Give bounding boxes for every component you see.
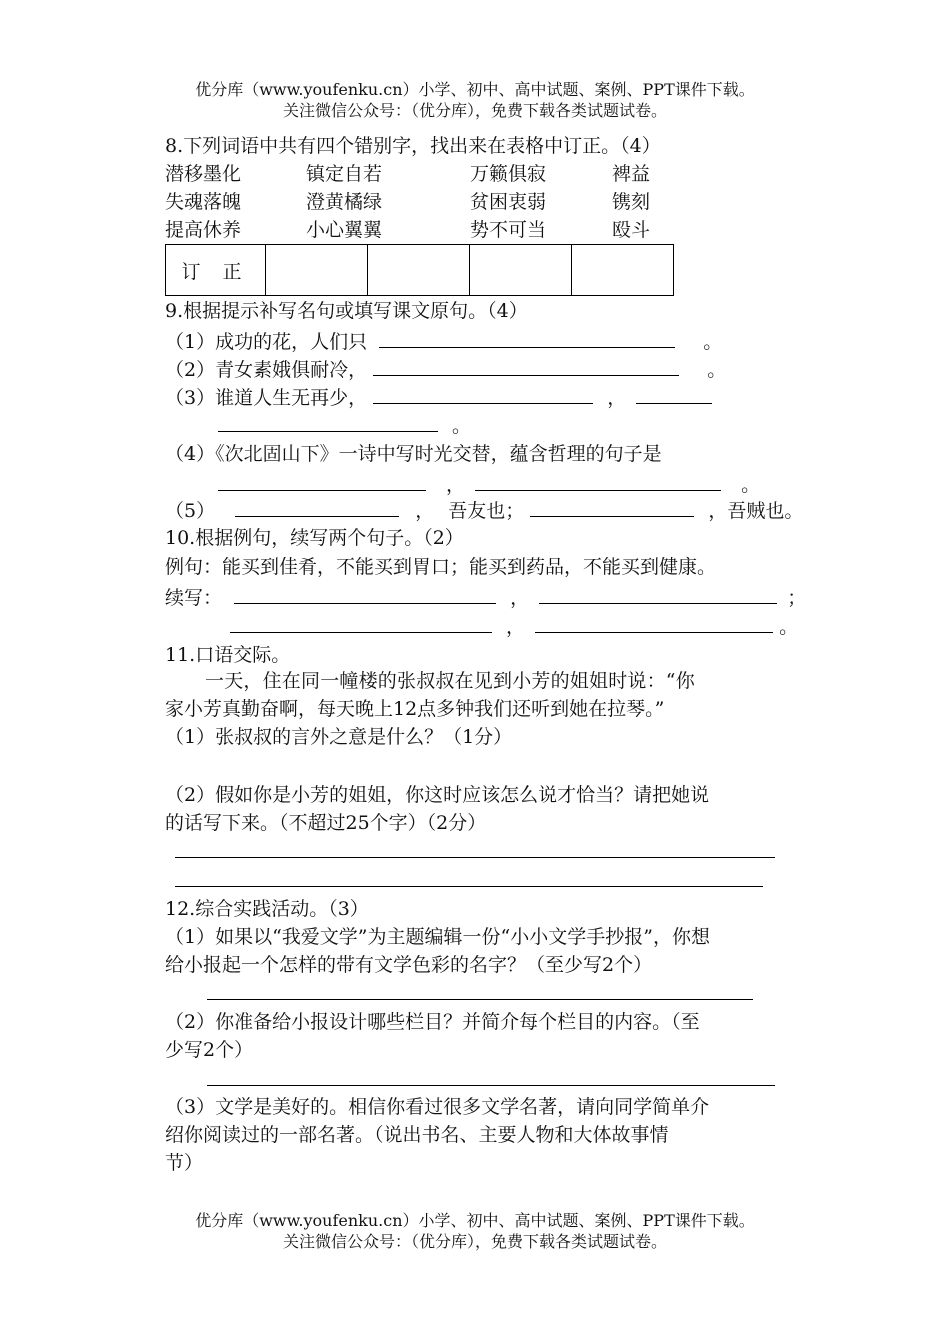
- punctuation: 。: [741, 474, 761, 496]
- q12-sub-3-line-3: 节）: [165, 1152, 204, 1174]
- q8-word: 潜移墨化: [165, 163, 242, 185]
- q9-title: 9.根据提示补写名句或填写课文原句。（4）: [165, 300, 528, 322]
- q8-word: 小心翼翼: [306, 219, 383, 241]
- answer-blank[interactable]: [636, 385, 712, 404]
- q8-word: 镌刻: [612, 191, 651, 213]
- q9-item-2-text: （2）青女素娥俱耐冷，: [165, 359, 368, 381]
- q8-word: 失魂落魄: [165, 191, 242, 213]
- q9-item-5: [165, 498, 803, 523]
- punctuation: 。: [703, 331, 723, 353]
- punctuation: 。: [779, 616, 799, 638]
- answer-blank[interactable]: [475, 472, 721, 491]
- footer-line-1: 优分库（www.youfenku.cn）小学、初中、高中试题、案例、PPT课件下载。: [195, 1211, 755, 1230]
- q9-item-3-cont: [218, 413, 471, 438]
- q12-sub-1-line-1: （1）如果以“我爱文学”为主题编辑一份“小小文学手抄报”，你想: [165, 926, 710, 948]
- q11-title: 11.口语交际。: [165, 644, 291, 666]
- q11-passage-line-2: 家小芳真勤奋啊，每天晚上12点多钟我们还听到她在拉琴。”: [165, 698, 665, 720]
- q8-word: 镇定自若: [306, 163, 383, 185]
- answer-blank[interactable]: [218, 413, 438, 432]
- q12-title: 12.综合实践活动。（3）: [165, 898, 369, 920]
- punctuation: ；: [787, 587, 807, 609]
- q9-item-3: [165, 385, 712, 410]
- answer-blank[interactable]: [230, 614, 492, 633]
- answer-blank[interactable]: [218, 472, 426, 491]
- q9-item-3-text: （3）谁道人生无再少，: [165, 387, 368, 409]
- q11-passage-line-1: 一天，住在同一幢楼的张叔叔在见到小芳的姐姐时说：“你: [205, 670, 695, 692]
- q9-item-1: [165, 329, 722, 354]
- q9-item-1-text: （1）成功的花，人们只: [165, 331, 368, 353]
- q9-item-2: [165, 357, 726, 382]
- header-line-1: 优分库（www.youfenku.cn）小学、初中、高中试题、案例、PPT课件下载。: [195, 80, 755, 99]
- q8-word: 万籁俱寂: [470, 163, 547, 185]
- punctuation: ，: [510, 587, 530, 609]
- answer-blank[interactable]: [530, 498, 694, 517]
- q8-word: 提高休养: [165, 219, 242, 241]
- answer-blank[interactable]: [539, 585, 777, 604]
- q12-sub-2-line-2: 少写2个）: [165, 1039, 254, 1061]
- correction-cell[interactable]: [266, 245, 368, 296]
- q8-word: 贫困衷弱: [470, 191, 547, 213]
- q10-answer-line-1: [165, 585, 806, 610]
- correction-cell[interactable]: [368, 245, 470, 296]
- q9-item-5-end: ，吾贼也。: [708, 500, 804, 522]
- q9-item-4-cont: [218, 472, 760, 497]
- q11-sub-2-line-2: 的话写下来。（不超过25个字）（2分）: [165, 812, 487, 834]
- q12-sub-3-line-2: 绍你阅读过的一部名著。（说出书名、主要人物和大体故事情: [165, 1124, 669, 1146]
- punctuation: ，: [607, 387, 627, 409]
- answer-line[interactable]: [175, 857, 775, 858]
- q12-sub-1-line-2: 给小报起一个怎样的带有文学色彩的名字？（至少写2个）: [165, 954, 653, 976]
- answer-blank[interactable]: [373, 357, 679, 376]
- q9-item-5-prefix: （5）: [165, 500, 216, 522]
- q10-title: 10.根据例句，续写两个句子。（2）: [165, 527, 464, 549]
- punctuation: 。: [707, 359, 727, 381]
- q9-item-5-mid: 吾友也；: [448, 500, 525, 522]
- q12-sub-2-line-1: （2）你准备给小报设计哪些栏目？并简介每个栏目的内容。（至: [165, 1011, 700, 1033]
- answer-line[interactable]: [175, 886, 763, 887]
- answer-blank[interactable]: [535, 614, 773, 633]
- q10-answer-line-2: [230, 614, 798, 639]
- punctuation: ，: [446, 474, 466, 496]
- correction-label: 订 正: [166, 245, 266, 296]
- q8-word: 殴斗: [612, 219, 651, 241]
- answer-blank[interactable]: [234, 585, 496, 604]
- answer-line[interactable]: [207, 999, 753, 1000]
- punctuation: ，: [415, 500, 435, 522]
- q12-sub-3-line-1: （3）文学是美好的。相信你看过很多文学名著，请向同学简单介: [165, 1096, 710, 1118]
- q8-title: 8.下列词语中共有四个错别字，找出来在表格中订正。（4）: [165, 135, 661, 157]
- answer-line[interactable]: [207, 1085, 775, 1086]
- answer-blank[interactable]: [235, 498, 399, 517]
- answer-blank[interactable]: [373, 385, 593, 404]
- q8-word: 势不可当: [470, 219, 547, 241]
- q10-prompt: 续写：: [165, 587, 223, 609]
- correction-table: [165, 244, 674, 296]
- q11-sub-1: （1）张叔叔的言外之意是什么？（1分）: [165, 726, 513, 748]
- answer-blank[interactable]: [379, 329, 675, 348]
- footer-line-2: 关注微信公众号：（优分库），免费下载各类试题试卷。: [282, 1232, 667, 1251]
- q8-word: 澄黄橘绿: [306, 191, 383, 213]
- punctuation: 。: [452, 415, 472, 437]
- header-line-2: 关注微信公众号：（优分库），免费下载各类试题试卷。: [282, 101, 667, 120]
- correction-cell[interactable]: [470, 245, 572, 296]
- q8-word: 裨益: [612, 163, 651, 185]
- correction-cell[interactable]: [572, 245, 674, 296]
- q10-example: 例句：能买到佳肴，不能买到胃口；能买到药品，不能买到健康。: [165, 556, 717, 578]
- punctuation: ，: [506, 616, 526, 638]
- q9-item-4: （4）《次北固山下》一诗中写时光交替，蕴含哲理的句子是: [165, 443, 662, 465]
- q11-sub-2-line-1: （2）假如你是小芳的姐姐，你这时应该怎么说才恰当？请把她说: [165, 784, 710, 806]
